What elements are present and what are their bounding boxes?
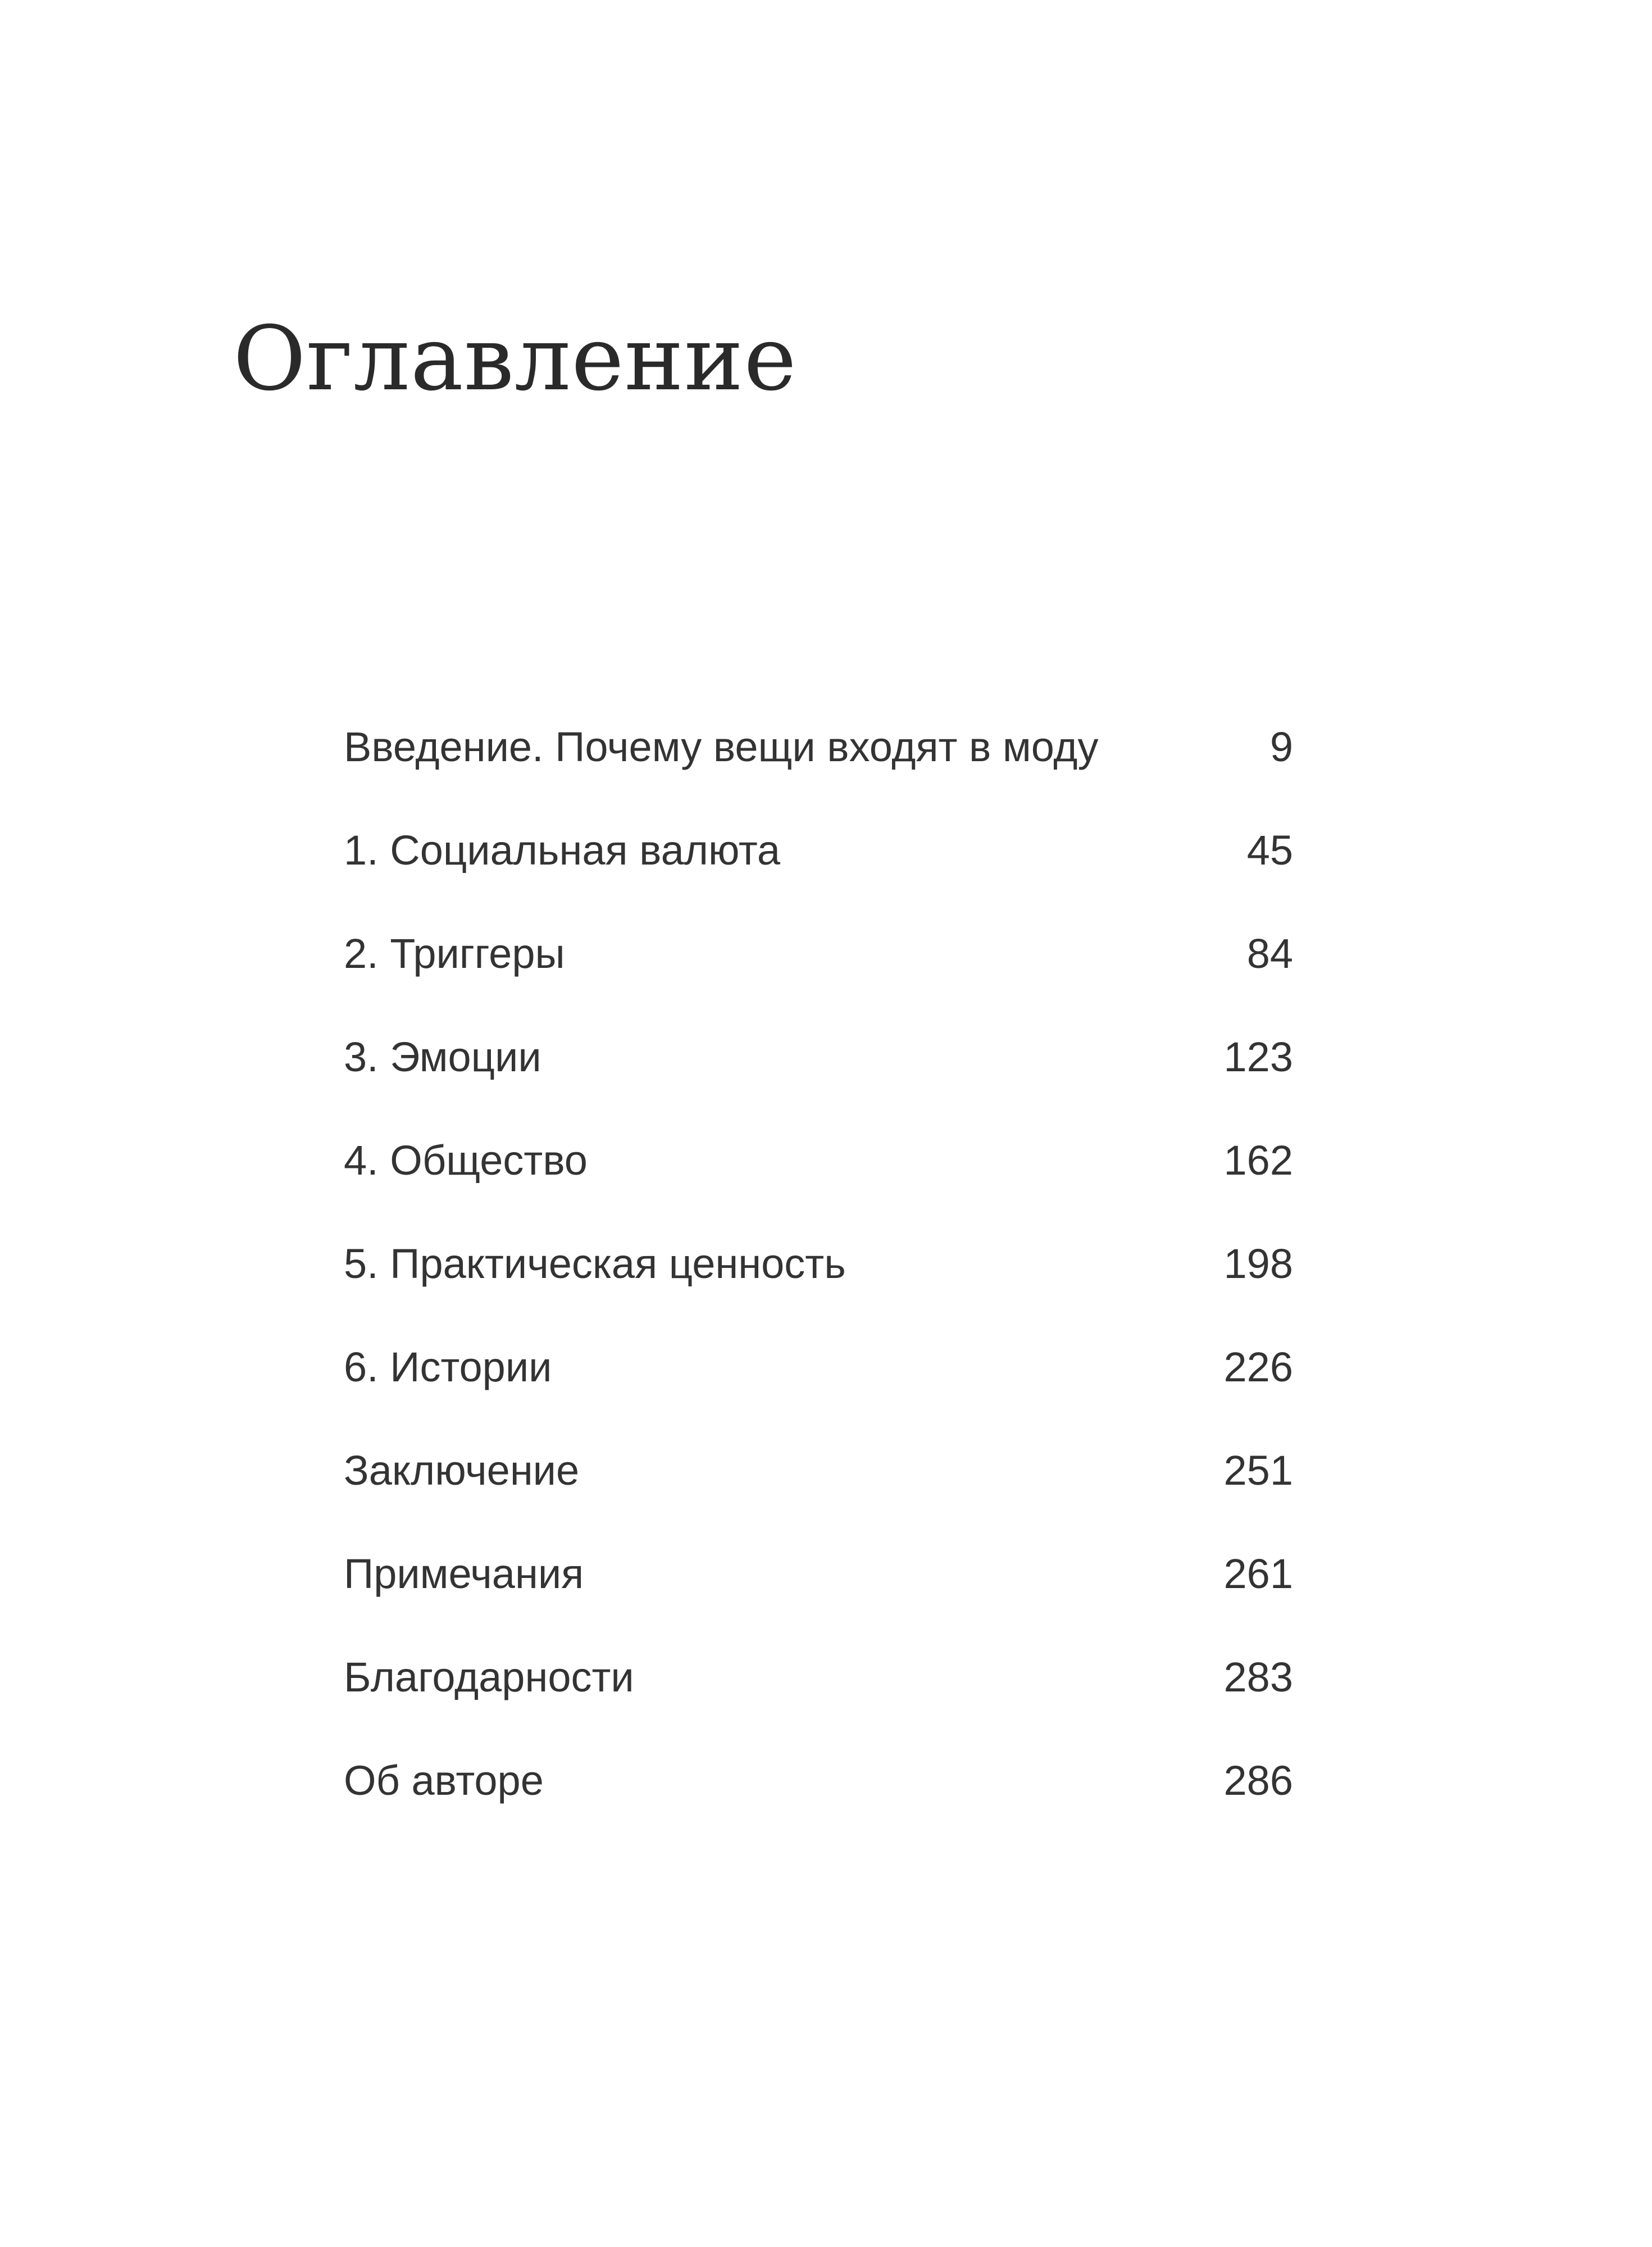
toc-entry-page-number: 286: [1223, 1757, 1293, 1804]
table-of-contents: [344, 713, 1293, 1850]
toc-entry-page-number: 251: [1223, 1447, 1293, 1494]
toc-entry-label: 3. Эмоции: [344, 1034, 541, 1080]
toc-entry-notes[interactable]: [344, 1540, 1293, 1644]
toc-entry-chapter-1[interactable]: [344, 817, 1293, 920]
toc-entry-page-number: 226: [1223, 1344, 1293, 1390]
toc-entry-page-number: 123: [1223, 1034, 1293, 1080]
toc-entry-label: 1. Социальная валюта: [344, 827, 781, 874]
toc-entry-page-number: 84: [1246, 930, 1293, 977]
toc-entry-page-number: 261: [1223, 1550, 1293, 1597]
toc-entry-page-number: 45: [1246, 827, 1293, 874]
toc-entry-conclusion[interactable]: [344, 1437, 1293, 1540]
toc-entry-page-number: 283: [1223, 1654, 1293, 1700]
toc-entry-chapter-4[interactable]: [344, 1127, 1293, 1230]
toc-entry-introduction[interactable]: [344, 713, 1293, 817]
toc-entry-chapter-3[interactable]: [344, 1024, 1293, 1127]
toc-entry-label: Введение. Почему вещи входят в моду: [344, 724, 1099, 770]
toc-entry-label: Примечания: [344, 1550, 584, 1597]
toc-entry-about-author[interactable]: [344, 1747, 1293, 1850]
toc-entry-label: 6. Истории: [344, 1344, 552, 1390]
toc-entry-chapter-5[interactable]: [344, 1230, 1293, 1334]
toc-entry-page-number: 9: [1269, 724, 1293, 770]
toc-entry-label: 4. Общество: [344, 1137, 588, 1184]
toc-entry-chapter-2[interactable]: [344, 920, 1293, 1024]
toc-entry-label: 2. Триггеры: [344, 930, 565, 977]
toc-entry-page-number: 162: [1223, 1137, 1293, 1184]
toc-entry-label: 5. Практическая ценность: [344, 1240, 846, 1287]
toc-entry-label: Заключение: [344, 1447, 580, 1494]
toc-entry-acknowledgements[interactable]: [344, 1644, 1293, 1747]
toc-entry-label: Об авторе: [344, 1757, 544, 1804]
page-title: Оглавление: [233, 307, 797, 411]
toc-entry-page-number: 198: [1223, 1240, 1293, 1287]
toc-entry-chapter-6[interactable]: [344, 1334, 1293, 1437]
toc-entry-label: Благодарности: [344, 1654, 634, 1700]
